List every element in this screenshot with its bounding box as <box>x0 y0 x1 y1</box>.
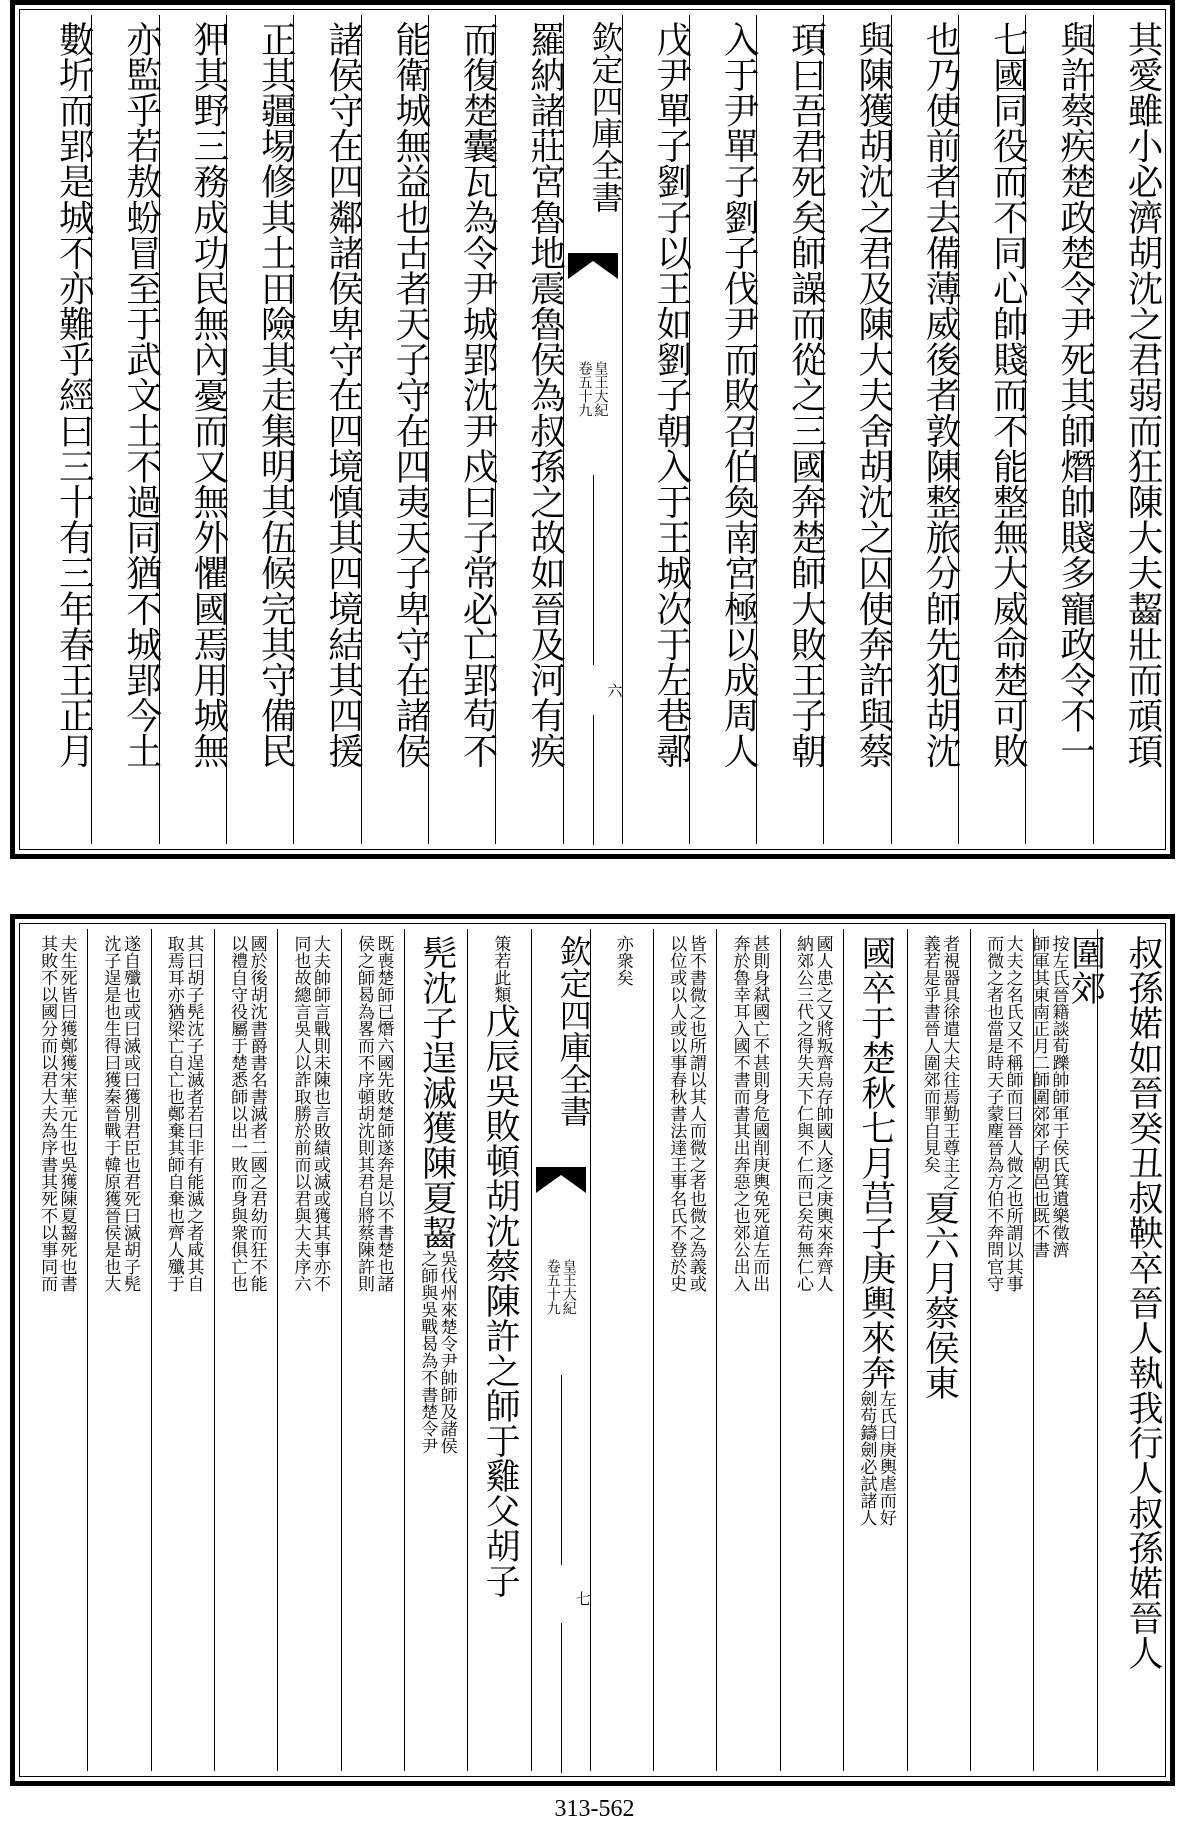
fish-tail-mark-icon <box>536 1167 586 1193</box>
column-text: 七國同役而不同心帥賤而不能整無大威命楚可敗 <box>987 21 1029 769</box>
fold-divider <box>561 1623 562 1773</box>
text-column <box>970 929 1033 1771</box>
text-column <box>622 15 692 844</box>
fold-divider <box>593 475 594 665</box>
text-column <box>214 929 277 1771</box>
text-column <box>780 929 843 1771</box>
text-column <box>226 15 297 844</box>
annotation <box>163 935 202 1292</box>
text-column <box>1025 15 1096 844</box>
annotation <box>37 935 76 1292</box>
annotation <box>919 935 958 1190</box>
text-column <box>907 929 970 1771</box>
fold-page-number: 六 <box>605 683 624 698</box>
annotation-line: 吳伐州來楚令尹帥師及諸侯 <box>436 1250 457 1454</box>
column-text <box>405 935 467 1454</box>
text-column <box>361 15 431 844</box>
column-text: 其愛雖小必濟胡沈之君弱而狂陳大夫齧壯而頑頊 <box>1122 21 1163 769</box>
annotation <box>792 935 831 1292</box>
text-column <box>716 929 779 1771</box>
annotation-line: 遂自殲也或曰滅或曰獲別君臣也君死曰滅胡子髡 <box>119 935 140 1292</box>
column-text <box>654 935 716 1292</box>
column-text <box>844 935 906 1526</box>
main-text: 圍郊 <box>1065 935 1106 1005</box>
column-text: 羅納諸莊宮魯地震魯侯為叔孫之故如晉及河有疾 <box>524 21 566 769</box>
fish-tail-mark-icon <box>568 253 618 279</box>
fold-column <box>563 15 625 844</box>
column-text: 與陳獲胡沈之君及陳大夫舍胡沈之囚使奔許與蔡 <box>852 21 894 769</box>
annotation-line: 夫生死皆曰獲鄭獲宋華元生也吳獲陳夏齧死也書 <box>56 935 77 1292</box>
column-text: 數圻而郢是城不亦難乎經曰三十有三年春王正月 <box>53 21 95 769</box>
annotation-line: 以禮自守役屬于楚悉師以出一敗而身與衆俱亡也 <box>227 935 248 1292</box>
annotation-line: 奔於魯幸耳入國不書而書其出奔惡之也郊公出入 <box>729 935 750 1292</box>
text-column <box>341 929 404 1771</box>
annotation-line: 既喪楚師已熸六國先敗楚師遂奔是以不書楚也諸 <box>373 935 394 1292</box>
annotation-line: 而微之者也當是時天子蒙塵晉為方伯不奔問官守 <box>983 935 1004 1292</box>
annotation-line: 劍苟鑄劍必試諸人 <box>856 1390 877 1526</box>
column-text <box>781 935 843 1292</box>
annotation-line: 大夫帥師言戰則未陳也言敗績或滅或獲其事亦不 <box>310 935 331 1292</box>
annotation-line: 師軍其東南正月二師圍郊郊子朝邑也既不書 <box>1028 935 1049 1258</box>
column-text: 能衛城無益也古者天子守在四夷天子卑守在諸侯 <box>389 21 431 769</box>
text-column <box>151 929 214 1771</box>
text-column <box>159 15 229 844</box>
annotation <box>729 935 768 1292</box>
text-column <box>958 15 1029 844</box>
annotation-line: 之師與吳戰曷為不書楚令尹 <box>417 1250 438 1454</box>
annotation-line: 侯之師曷為畧而不序頓胡沈則其君自將蔡陳許則 <box>353 935 374 1292</box>
annotation-line: 國於後胡沈書爵書名書滅者二國之君幼而狂不能 <box>246 935 267 1292</box>
annotation <box>353 935 392 1292</box>
text-column <box>1028 929 1106 1771</box>
text-column <box>467 929 530 1771</box>
text-column <box>823 15 894 844</box>
text-column <box>653 929 716 1771</box>
text-column <box>25 15 95 844</box>
annotation-line: 皆不書微之也所謂以其人而微之者也微之為義或 <box>685 935 706 1292</box>
fold-title: 欽定四庫全書 <box>586 21 625 213</box>
annotation <box>290 935 329 1292</box>
column-text: 入于尹單子劉子伐尹而敗召伯奐南宮極以成周人 <box>718 21 760 769</box>
fold-volume <box>564 361 622 417</box>
column-text <box>342 935 404 1292</box>
annotation-line: 國人患之又將叛齊烏存帥國人逐之庚輿來奔齊人 <box>812 935 833 1292</box>
text-column <box>689 15 760 844</box>
column-text <box>1028 935 1106 1258</box>
fold-column <box>531 929 593 1771</box>
text-column <box>404 929 467 1771</box>
annotation <box>490 935 510 1003</box>
lower-page <box>10 914 1175 1786</box>
annotation <box>100 935 139 1292</box>
annotation-line: 納郊公三代之得失天下仁與不仁而已矣苟無仁心 <box>793 935 814 1292</box>
fold-volume-number: 卷五十九 <box>544 1259 561 1315</box>
lower-page-columns <box>25 929 1163 1771</box>
main-text: 髡沈子逞滅獲陳夏齧 <box>416 935 457 1250</box>
annotation <box>612 935 632 986</box>
column-text <box>591 935 653 986</box>
column-text <box>215 935 277 1292</box>
column-text <box>908 935 970 1400</box>
text-column <box>293 15 364 844</box>
annotation-line: 沈子逞是也生得曰獲秦晉戰于韓原獲晉侯是也大 <box>100 935 121 1292</box>
column-text: 而復楚囊瓦為令尹城郢沈尹戍曰子常必亡郢苟不 <box>457 21 499 769</box>
column-text: 亦監乎若敖蚡冒至于武文土不過同猶不城郢今土 <box>120 21 162 769</box>
fold-divider <box>561 1375 562 1565</box>
text-column <box>590 929 653 1771</box>
fold-divider <box>593 715 594 845</box>
text-column <box>843 929 906 1771</box>
text-column <box>25 929 87 1771</box>
annotation <box>856 1390 895 1526</box>
annotation-line: 取焉耳亦猶梁亡自亡也鄭棄其師自棄也齊人殲于 <box>163 935 184 1292</box>
text-column <box>495 15 566 844</box>
text-column <box>91 15 162 844</box>
annotation <box>227 935 266 1292</box>
text-column <box>1093 15 1163 844</box>
fold-title: 欽定四庫全書 <box>554 935 593 1127</box>
fold-volume-title: 皇王大紀 <box>592 361 609 417</box>
fold-volume-number: 卷五十九 <box>576 361 593 417</box>
annotation <box>983 935 1022 1292</box>
column-text: 叔孫婼如晉癸丑叔鞅卒晉人執我行人叔孫婼晉人 <box>1123 935 1163 1670</box>
column-text <box>88 935 150 1292</box>
annotation-line: 大夫之名氏又不稱師而曰晉人微之也所謂以其事 <box>1002 935 1023 1292</box>
main-text: 夏六月蔡侯東 <box>919 1190 960 1400</box>
annotation-line: 其敗不以國分而以君大夫為序書其死不以事同而 <box>37 935 58 1292</box>
text-column <box>277 929 340 1771</box>
text-column <box>756 15 827 844</box>
annotation <box>666 935 705 1292</box>
column-text <box>717 935 779 1292</box>
annotation-line: 同也故總言吳人以詐取勝於前而以君與大夫序六 <box>290 935 311 1292</box>
upper-page <box>10 0 1175 859</box>
column-text <box>468 935 530 1598</box>
annotation-line: 以位或以人或以事春秋書法達王事名氏不登於史 <box>666 935 687 1292</box>
fold-page-number: 七 <box>573 1591 592 1606</box>
upper-page-columns <box>25 15 1163 844</box>
column-text: 與許蔡疾楚政楚令尹死其師熸帥賤多寵政令不一 <box>1054 21 1096 769</box>
column-text <box>971 935 1033 1292</box>
annotation-line: 甚則身弒國亡不甚則身危國削庚輿免死道左而出 <box>749 935 770 1292</box>
main-text: 戊辰吳敗頓胡沈蔡陳許之師于雞父胡子 <box>480 1003 521 1598</box>
annotation-line: 左氏曰庚輿虐而好 <box>875 1390 896 1526</box>
annotation-line: 義若是乎書晉人圍郊而罪自見矣 <box>919 935 940 1173</box>
text-column <box>428 15 499 844</box>
annotation-line: 策若此類 <box>490 935 511 1003</box>
main-text: 國卒于楚秋七月莒子庚輿來奔 <box>855 935 896 1390</box>
page-label: 313-562 <box>554 1796 635 1822</box>
fold-volume <box>532 1259 590 1315</box>
annotation-line: 其曰胡子髡沈子逞滅者若曰非有能滅之者咸其自 <box>183 935 204 1292</box>
annotation-line: 者視器具徐遣大夫往焉勤王尊主之 <box>939 935 960 1190</box>
column-text: 正其疆埸修其土田險其走集明其伍候完其守備民 <box>255 21 297 769</box>
text-column <box>891 15 962 844</box>
fold-volume-title: 皇王大紀 <box>560 1259 577 1315</box>
column-text: 戊尹單子劉子以王如劉子朝入于王城次于左巷鄩 <box>650 21 692 769</box>
annotation-line: 亦衆矣 <box>612 935 633 986</box>
column-text <box>25 935 87 1292</box>
column-text: 狎其野三務成功民無內憂而又無外懼國焉用城無 <box>187 21 229 769</box>
annotation <box>417 1250 456 1454</box>
annotation <box>1028 935 1067 1258</box>
text-column <box>87 929 150 1771</box>
annotation-line: 按左氏晉籍談荀躒帥師軍于侯氏箕遺樂徵濟 <box>1048 935 1069 1258</box>
column-text <box>152 935 214 1292</box>
column-text: 也乃使前者去備薄威後者敦陳整旅分師先犯胡沈 <box>920 21 962 769</box>
column-text: 頊曰吾君死矣師譟而從之三國奔楚師大敗王子朝 <box>785 21 827 769</box>
text-column <box>1097 929 1163 1771</box>
column-text: 諸侯守在四鄰諸侯卑守在四境慎其四境結其四援 <box>322 21 364 769</box>
column-text <box>278 935 340 1292</box>
